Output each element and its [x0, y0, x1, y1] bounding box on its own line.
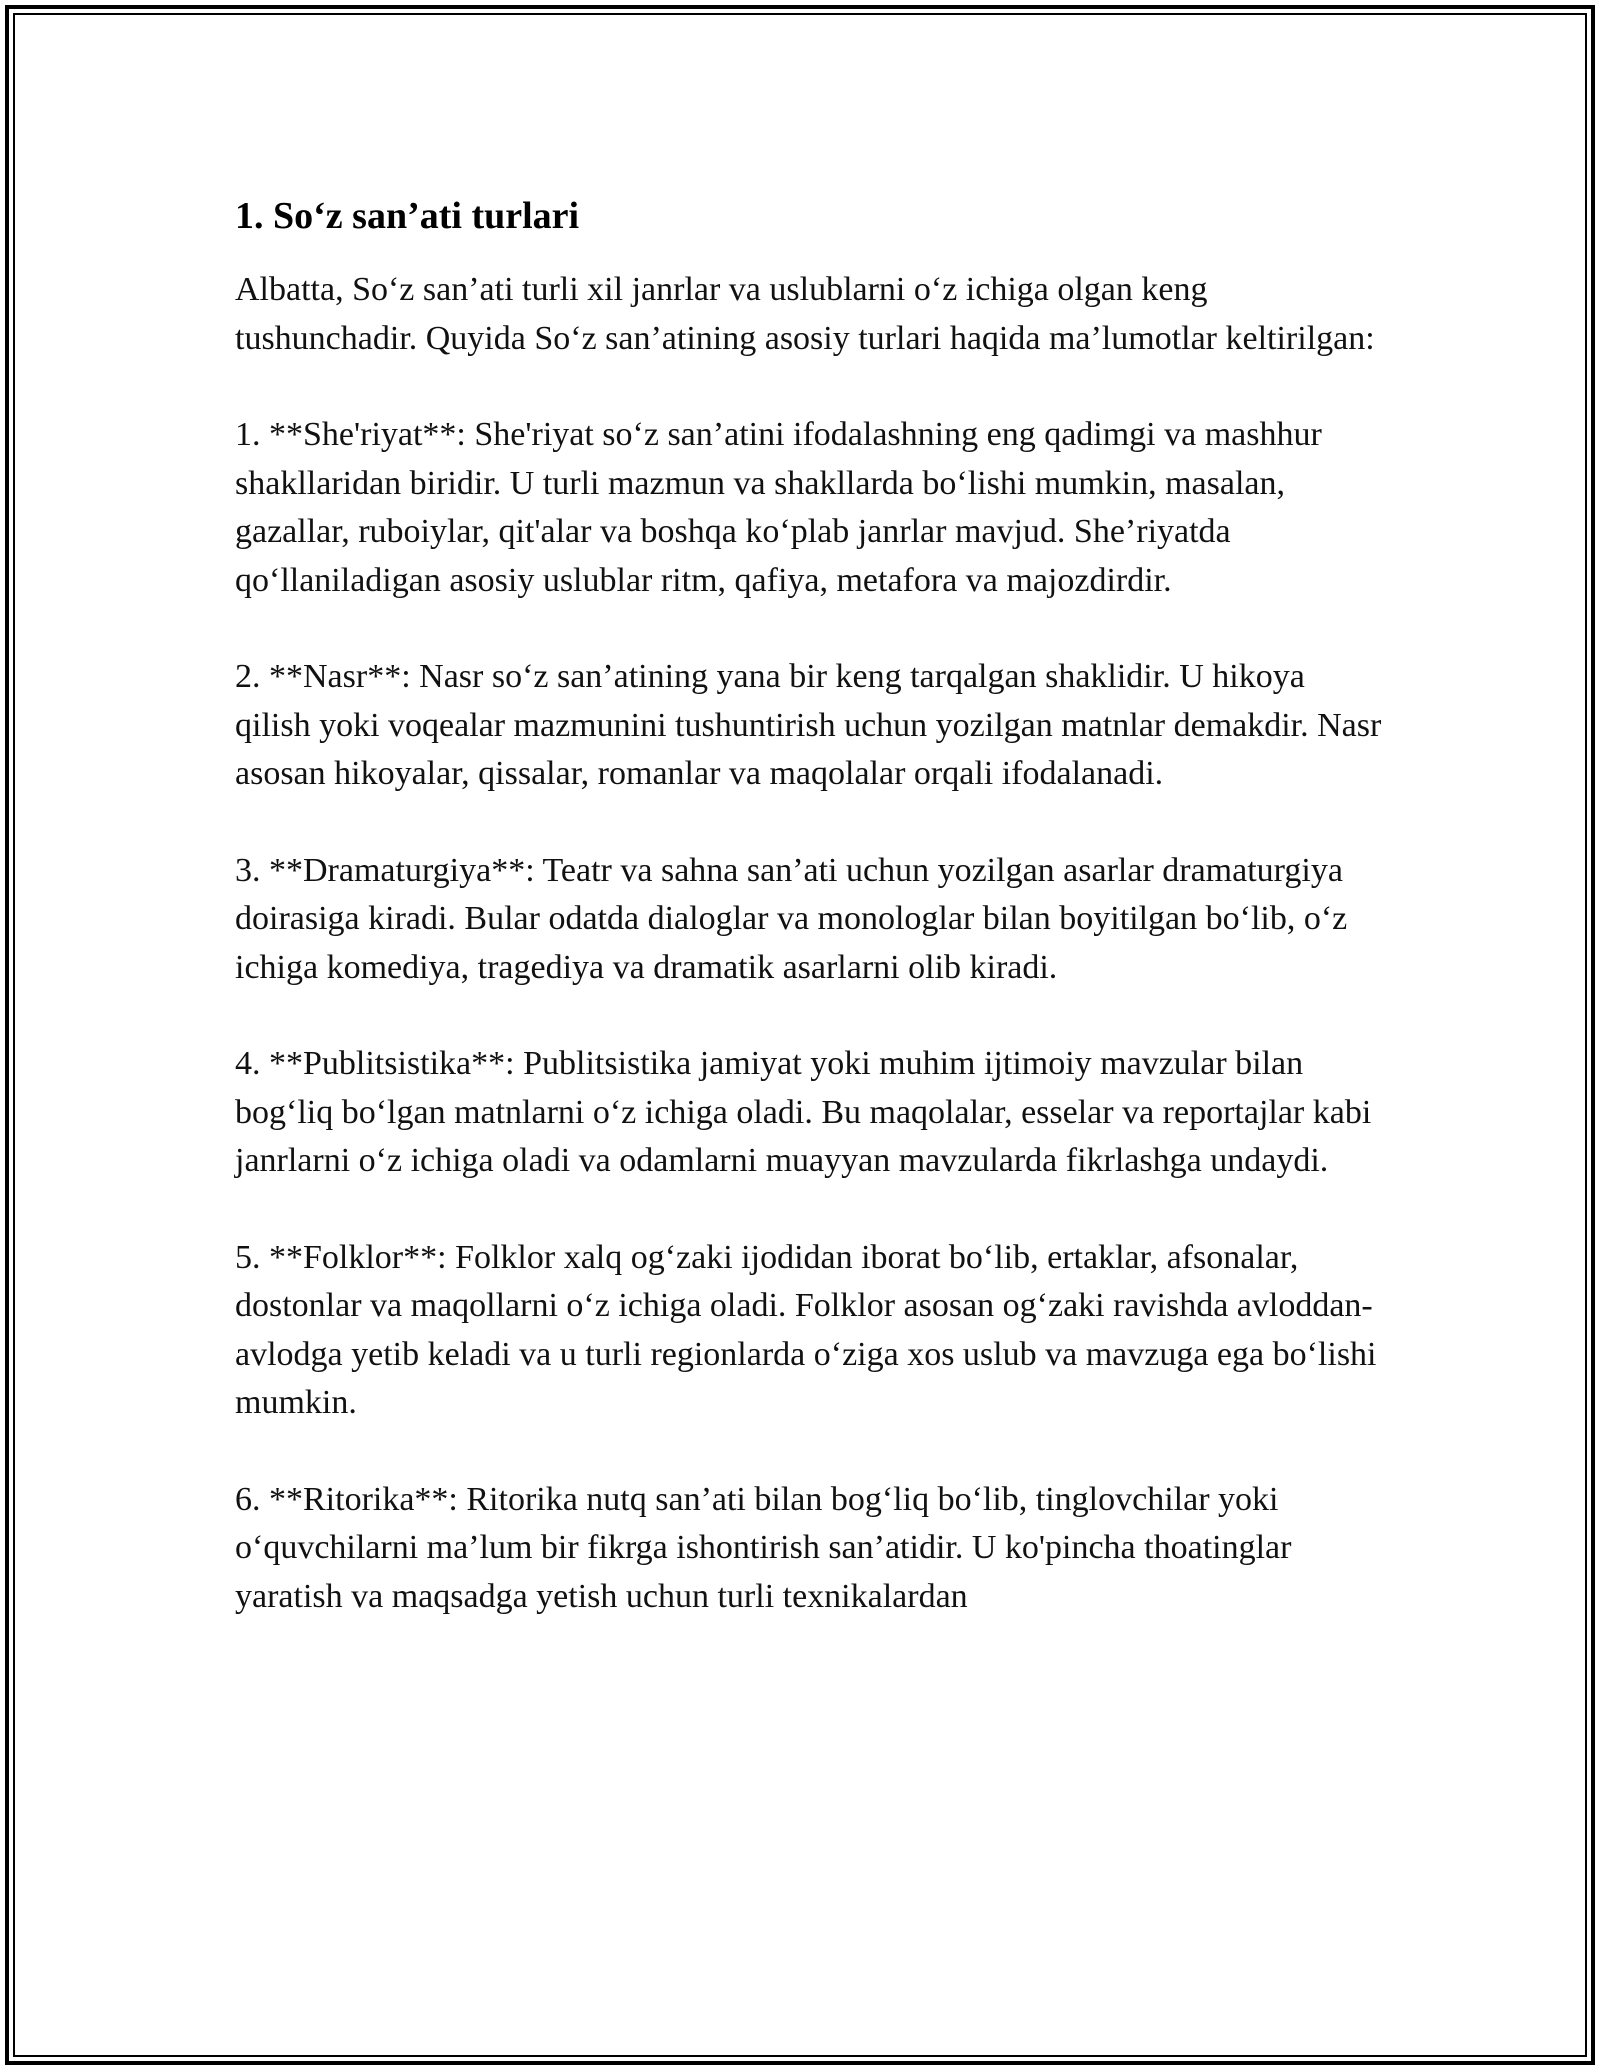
list-item-dramaturgiya: 3. **Dramaturgiya**: Teatr va sahna san’ati uchun yozilgan asarlar dramaturgiya doirasiga kiradi. Bular odatda dialoglar va monologlar bilan boyitilgan bo‘lib, o‘z ichiga komediya, tragediya va dramatik asarlarni olib kiradi. — [235, 851, 1348, 986]
intro-paragraph: Albatta, So‘z san’ati turli xil janrlar va uslublarni o‘z ichiga olgan keng tushunchadir. Quyida So‘z san’atining asosiy turlari haqida ma’lumotlar keltirilgan: — [235, 271, 1375, 357]
document-page — [235, 190, 1385, 1669]
list-item-folklor: 5. **Folklor**: Folklor xalq og‘zaki ijodidan iborat bo‘lib, ertaklar, afsonalar, dostonlar va maqollarni o‘z ichiga oladi. Folklor asosan og‘zaki ravishda avloddan-avlodga yetib keladi va u turli regionlarda o‘ziga xos uslub va mavzuga ega bo‘lishi mumkin. — [235, 1238, 1377, 1421]
list-item-sheriyat: 1. **She'riyat**: She'riyat so‘z san’atini ifodalashning eng qadimgi va mashhur shakllaridan biridir. U turli mazmun va shakllarda bo‘lishi mumkin, masalan, gazallar, ruboiylar, qit'alar va boshqa ko‘plab janrlar mavjud. She’riyatda qo‘llaniladigan asosiy uslublar ritm, qafiya, metafora va majozdirdir. — [235, 416, 1322, 599]
list-item-ritorika: 6. **Ritorika**: Ritorika nutq san’ati bilan bog‘liq bo‘lib, tinglovchilar yoki o‘quvchilarni ma’lum bir fikrga ishontirish san’atidir. U ko'pincha thoatinglar yaratish va maqsadga yetish uchun turli texnikalardan — [235, 1480, 1292, 1615]
section-heading: 1. So‘z san’ati turlari — [235, 195, 580, 237]
list-item-publitsistika: 4. **Publitsistika**: Publitsistika jamiyat yoki muhim ijtimoiy mavzular bilan bog‘liq bo‘lgan matnlarni o‘z ichiga oladi. Bu maqolalar, esselar va reportajlar kabi janrlarni o‘z ichiga oladi va odamlarni muayyan mavzularda fikrlashga undaydi. — [235, 1045, 1372, 1179]
list-item-nasr: 2. **Nasr**: Nasr so‘z san’atining yana bir keng tarqalgan shaklidir. U hikoya qilish yoki voqealar mazmunini tushuntirish uchun yozilgan matnlar demakdir. Nasr asosan hikoyalar, qissalar, romanlar va maqolalar orqali ifodalanadi. — [235, 658, 1382, 792]
